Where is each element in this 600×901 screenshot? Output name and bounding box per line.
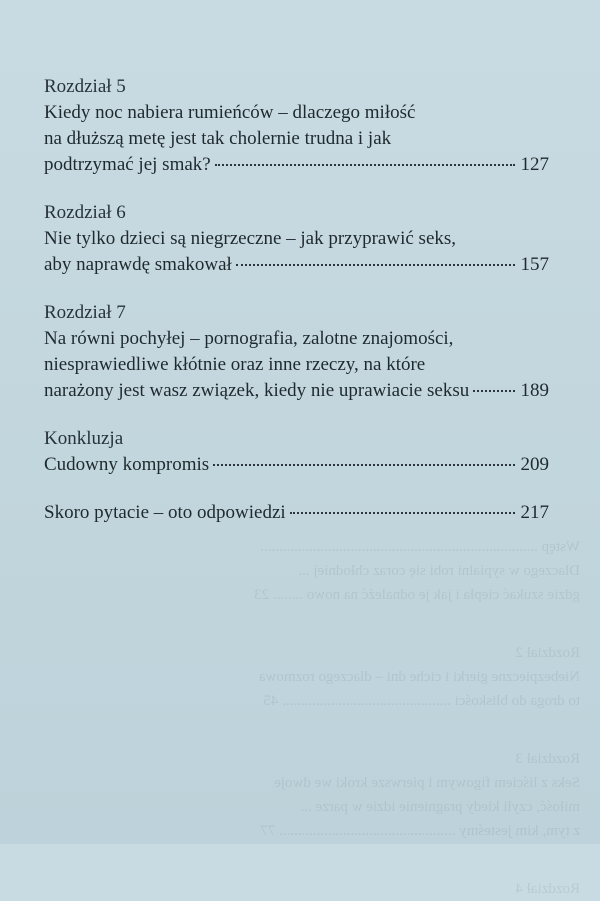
- toc-entry-answers: [44, 500, 549, 526]
- entry-last-line: [44, 252, 549, 278]
- entry-title-line: na dłuższą metę jest tak cholernie trudna i jak: [44, 128, 392, 149]
- toc-entry-chapter-7: [44, 300, 549, 404]
- entry-title-end: Skoro pytacie – oto odpowiedzi: [44, 502, 286, 523]
- chapter-label: Rozdział 7: [44, 302, 126, 323]
- entry-title-line: Na równi pochyłej – pornografia, zalotne znajomości,: [44, 328, 454, 349]
- entry-title-line: Nie tylko dzieci są niegrzeczne – jak przyprawić seks,: [44, 228, 457, 249]
- chapter-label: Rozdział 6: [44, 202, 126, 223]
- page-number: 157: [520, 254, 549, 275]
- toc-entry-chapter-5: [44, 74, 549, 178]
- entry-last-line: [44, 500, 549, 526]
- bleed-through-text: Wstęp .......................................................................... Dlaczego w sypialni robi się coraz chłodniej ... gdzie szukać ciepła i jak je odnaleźć na nowo ........ 23 Rozdział 2 Niebezpieczne gierki i ciche dni – dlaczego rozmowa to droga do bliskości ............................................. 45 Rozdział 3 Seks z liściem figowym i pierwsze kroki we dwoje miłość, czyli kiedy pragnienie idzie w parze ... z tym, kim jesteśmy ............................................... 77 Rozdział 4: [254, 539, 580, 897]
- dot-leader: [213, 464, 515, 466]
- dot-leader: [473, 390, 515, 392]
- dot-leader: [290, 512, 515, 514]
- entry-title-end: aby naprawdę smakował: [44, 254, 232, 275]
- entry-title-line: niesprawiedliwe kłótnie oraz inne rzeczy, na które: [44, 354, 426, 375]
- entry-last-line: [44, 378, 549, 404]
- dot-leader: [215, 164, 515, 166]
- toc-entry-conclusion: [44, 426, 549, 478]
- chapter-label: Rozdział 5: [44, 76, 126, 97]
- page-number: 127: [520, 154, 549, 175]
- dot-leader: [236, 264, 515, 266]
- entry-title-end: Cudowny kompromis: [44, 454, 210, 475]
- entry-last-line: [44, 452, 549, 478]
- page-number: 189: [520, 380, 549, 401]
- entry-title-end: podtrzymać jej smak?: [44, 154, 211, 175]
- table-of-contents: [44, 74, 549, 548]
- toc-entry-chapter-6: [44, 200, 549, 278]
- page-number: 209: [520, 454, 549, 475]
- entry-title-line: Kiedy noc nabiera rumieńców – dlaczego miłość: [44, 102, 416, 123]
- entry-last-line: [44, 152, 549, 178]
- page-number: 217: [520, 502, 549, 523]
- chapter-label: Konkluzja: [44, 428, 124, 449]
- entry-title-end: narażony jest wasz związek, kiedy nie uprawiacie seksu: [44, 380, 470, 401]
